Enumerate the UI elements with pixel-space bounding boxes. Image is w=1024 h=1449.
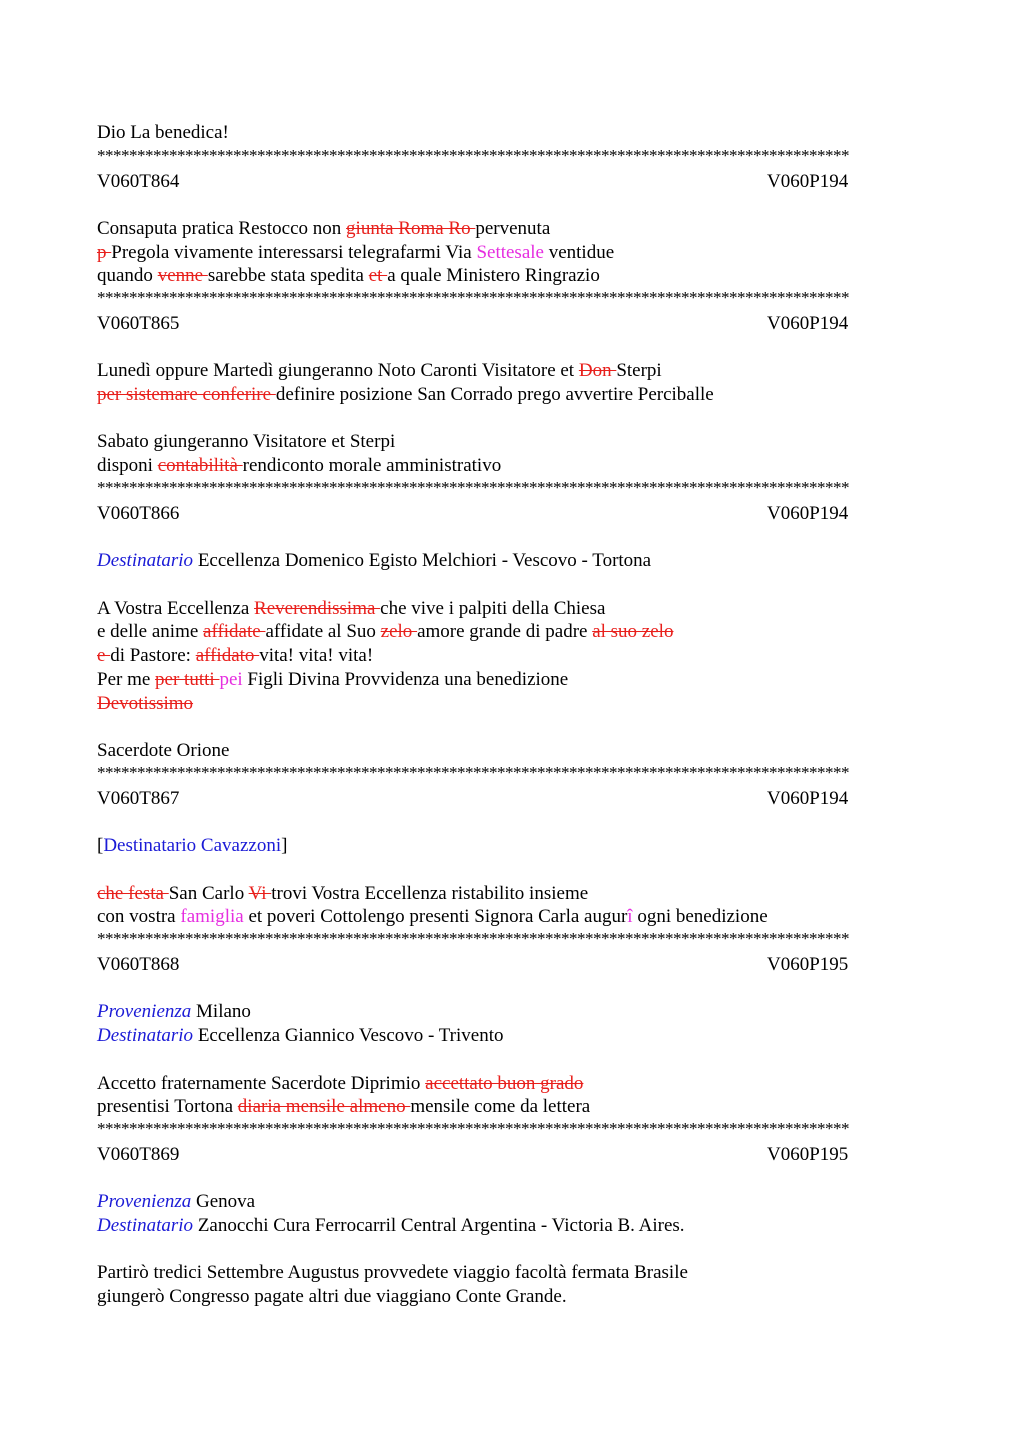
text-line	[97, 882, 588, 905]
text-run: mensile come da lettera	[410, 1096, 591, 1117]
telegram-code: V060T867	[97, 788, 180, 809]
recipient-value: Zanocchi Cura Ferrocarril Central Argentina - Victoria B. Aires.	[193, 1215, 685, 1236]
separator: **********************************************************************************************	[97, 765, 849, 781]
origin-line	[97, 1190, 255, 1213]
page-code: V060P194	[767, 171, 849, 192]
text-run: A Vostra Eccellenza	[97, 598, 255, 619]
separator: **********************************************************************************************	[97, 290, 849, 306]
recipient-line	[97, 1214, 685, 1237]
text-line: Sabato giungeranno Visitatore et Sterpi	[97, 431, 396, 452]
deleted-text: per sistemare conferire	[97, 384, 276, 405]
origin-label: Provenienza	[97, 1001, 192, 1022]
text-line	[97, 597, 605, 620]
text-line	[97, 241, 614, 264]
separator: **********************************************************************************************	[97, 480, 849, 496]
highlighted-text: Settesale	[476, 242, 544, 263]
recipient-line	[97, 1024, 504, 1047]
text-line	[97, 644, 373, 667]
deleted-text: giunta Roma Ro	[346, 218, 476, 239]
text-run: definire posizione San Corrado prego avvertire Perciballe	[275, 384, 714, 405]
text-line	[97, 692, 193, 715]
page-code: V060P194	[767, 788, 849, 809]
opening-line: Dio La benedica!	[97, 122, 229, 143]
text-run: Pregola vivamente interessarsi telegrafarmi Via	[111, 242, 477, 263]
text-run: Per me	[97, 669, 156, 690]
text-run: San Carlo	[168, 883, 249, 904]
deleted-text: per tutti	[155, 669, 220, 690]
text-line	[97, 1095, 590, 1118]
text-line: giungerò Congresso pagate altri due viaggiano Conte Grande.	[97, 1286, 567, 1307]
text-run: et poveri Cottolengo presenti Signora Carla augur	[243, 906, 628, 927]
text-run: vita! vita! vita!	[259, 645, 374, 666]
deleted-text: al suo zelo	[592, 621, 674, 642]
separator: **********************************************************************************************	[97, 1121, 849, 1137]
deleted-text: diaria mensile almeno	[237, 1096, 411, 1117]
telegram-code: V060T869	[97, 1144, 180, 1165]
deleted-text: affidate	[203, 621, 266, 642]
text-run: che vive i palpiti della Chiesa	[380, 598, 606, 619]
separator: **********************************************************************************************	[97, 931, 849, 947]
text-line	[97, 383, 714, 406]
telegram-code: V060T866	[97, 503, 180, 524]
text-line	[97, 359, 662, 382]
deleted-text: p	[97, 242, 112, 263]
page-code: V060P195	[767, 954, 849, 975]
recipient-label: Destinatario	[97, 1215, 194, 1236]
bracket-open: [	[97, 835, 104, 856]
text-line	[97, 1072, 583, 1095]
highlighted-text: î	[627, 906, 633, 927]
text-run: a quale Ministero Ringrazio	[387, 265, 600, 286]
text-run: e delle anime	[97, 621, 204, 642]
origin-line	[97, 1000, 251, 1023]
text-run: rendiconto morale amministrativo	[242, 455, 502, 476]
recipient-line	[97, 549, 651, 572]
text-run: con vostra	[97, 906, 181, 927]
text-line	[97, 905, 768, 928]
text-run: Lunedì oppure Martedì giungeranno Noto Caronti Visitatore et	[97, 360, 579, 381]
text-run: amore grande di padre	[417, 621, 593, 642]
telegram-code: V060T864	[97, 171, 180, 192]
text-run: presentisi Tortona	[97, 1096, 238, 1117]
deleted-text: Don	[578, 360, 617, 381]
page-code: V060P195	[767, 1144, 849, 1165]
origin-label: Provenienza	[97, 1191, 192, 1212]
text-line	[97, 454, 501, 477]
text-run: affidate al Suo	[265, 621, 381, 642]
text-run: pervenuta	[475, 218, 551, 239]
origin-value: Genova	[191, 1191, 256, 1212]
text-run: Figli Divina Provvidenza una benedizione	[242, 669, 569, 690]
text-line: Partirò tredici Settembre Augustus provvedete viaggio facoltà fermata Brasile	[97, 1262, 688, 1283]
recipient-label: Destinatario	[97, 1025, 194, 1046]
deleted-text: affidato	[195, 645, 260, 666]
text-line	[97, 620, 673, 643]
text-run: quando	[97, 265, 158, 286]
text-run: Accetto fraternamente Sacerdote Diprimio	[97, 1073, 426, 1094]
text-line	[97, 264, 600, 287]
text-run: Sterpi	[616, 360, 662, 381]
highlighted-text: pei	[219, 669, 243, 690]
recipient-value: Eccellenza Domenico Egisto Melchiori - Vescovo - Tortona	[193, 550, 652, 571]
text-line	[97, 668, 568, 691]
text-line	[97, 217, 550, 240]
text-run: disponi	[97, 455, 158, 476]
deleted-text: zelo	[380, 621, 418, 642]
page-code: V060P194	[767, 503, 849, 524]
telegram-code: V060T865	[97, 313, 180, 334]
recipient-note-text: Destinatario Cavazzoni	[103, 835, 282, 856]
page-code: V060P194	[767, 313, 849, 334]
recipient-note	[97, 834, 287, 857]
recipient-value: Eccellenza Giannico Vescovo - Trivento	[193, 1025, 504, 1046]
deleted-text: et	[368, 265, 388, 286]
highlighted-text: famiglia	[180, 906, 244, 927]
recipient-label: Destinatario	[97, 550, 194, 571]
telegram-code: V060T868	[97, 954, 180, 975]
origin-value: Milano	[191, 1001, 251, 1022]
text-run: di Pastore:	[110, 645, 196, 666]
deleted-text: che festa	[97, 883, 169, 904]
bracket-close: ]	[281, 835, 288, 856]
deleted-text: Vi	[248, 883, 272, 904]
text-run: sarebbe stata spedita	[207, 265, 369, 286]
deleted-text: e	[97, 645, 111, 666]
separator: **********************************************************************************************	[97, 148, 849, 164]
deleted-text: Reverendissima	[254, 598, 381, 619]
text-run: ogni benedizione	[632, 906, 768, 927]
signature: Sacerdote Orione	[97, 740, 230, 761]
text-run: ventidue	[543, 242, 615, 263]
deleted-text: venne	[157, 265, 208, 286]
text-run: trovi Vostra Eccellenza ristabilito insieme	[271, 883, 589, 904]
deleted-text: contabilità	[157, 455, 243, 476]
text-run: Consaputa pratica Restocco non	[97, 218, 347, 239]
deleted-text: Devotissimo	[97, 693, 194, 714]
deleted-text: accettato buon grado	[425, 1073, 584, 1094]
